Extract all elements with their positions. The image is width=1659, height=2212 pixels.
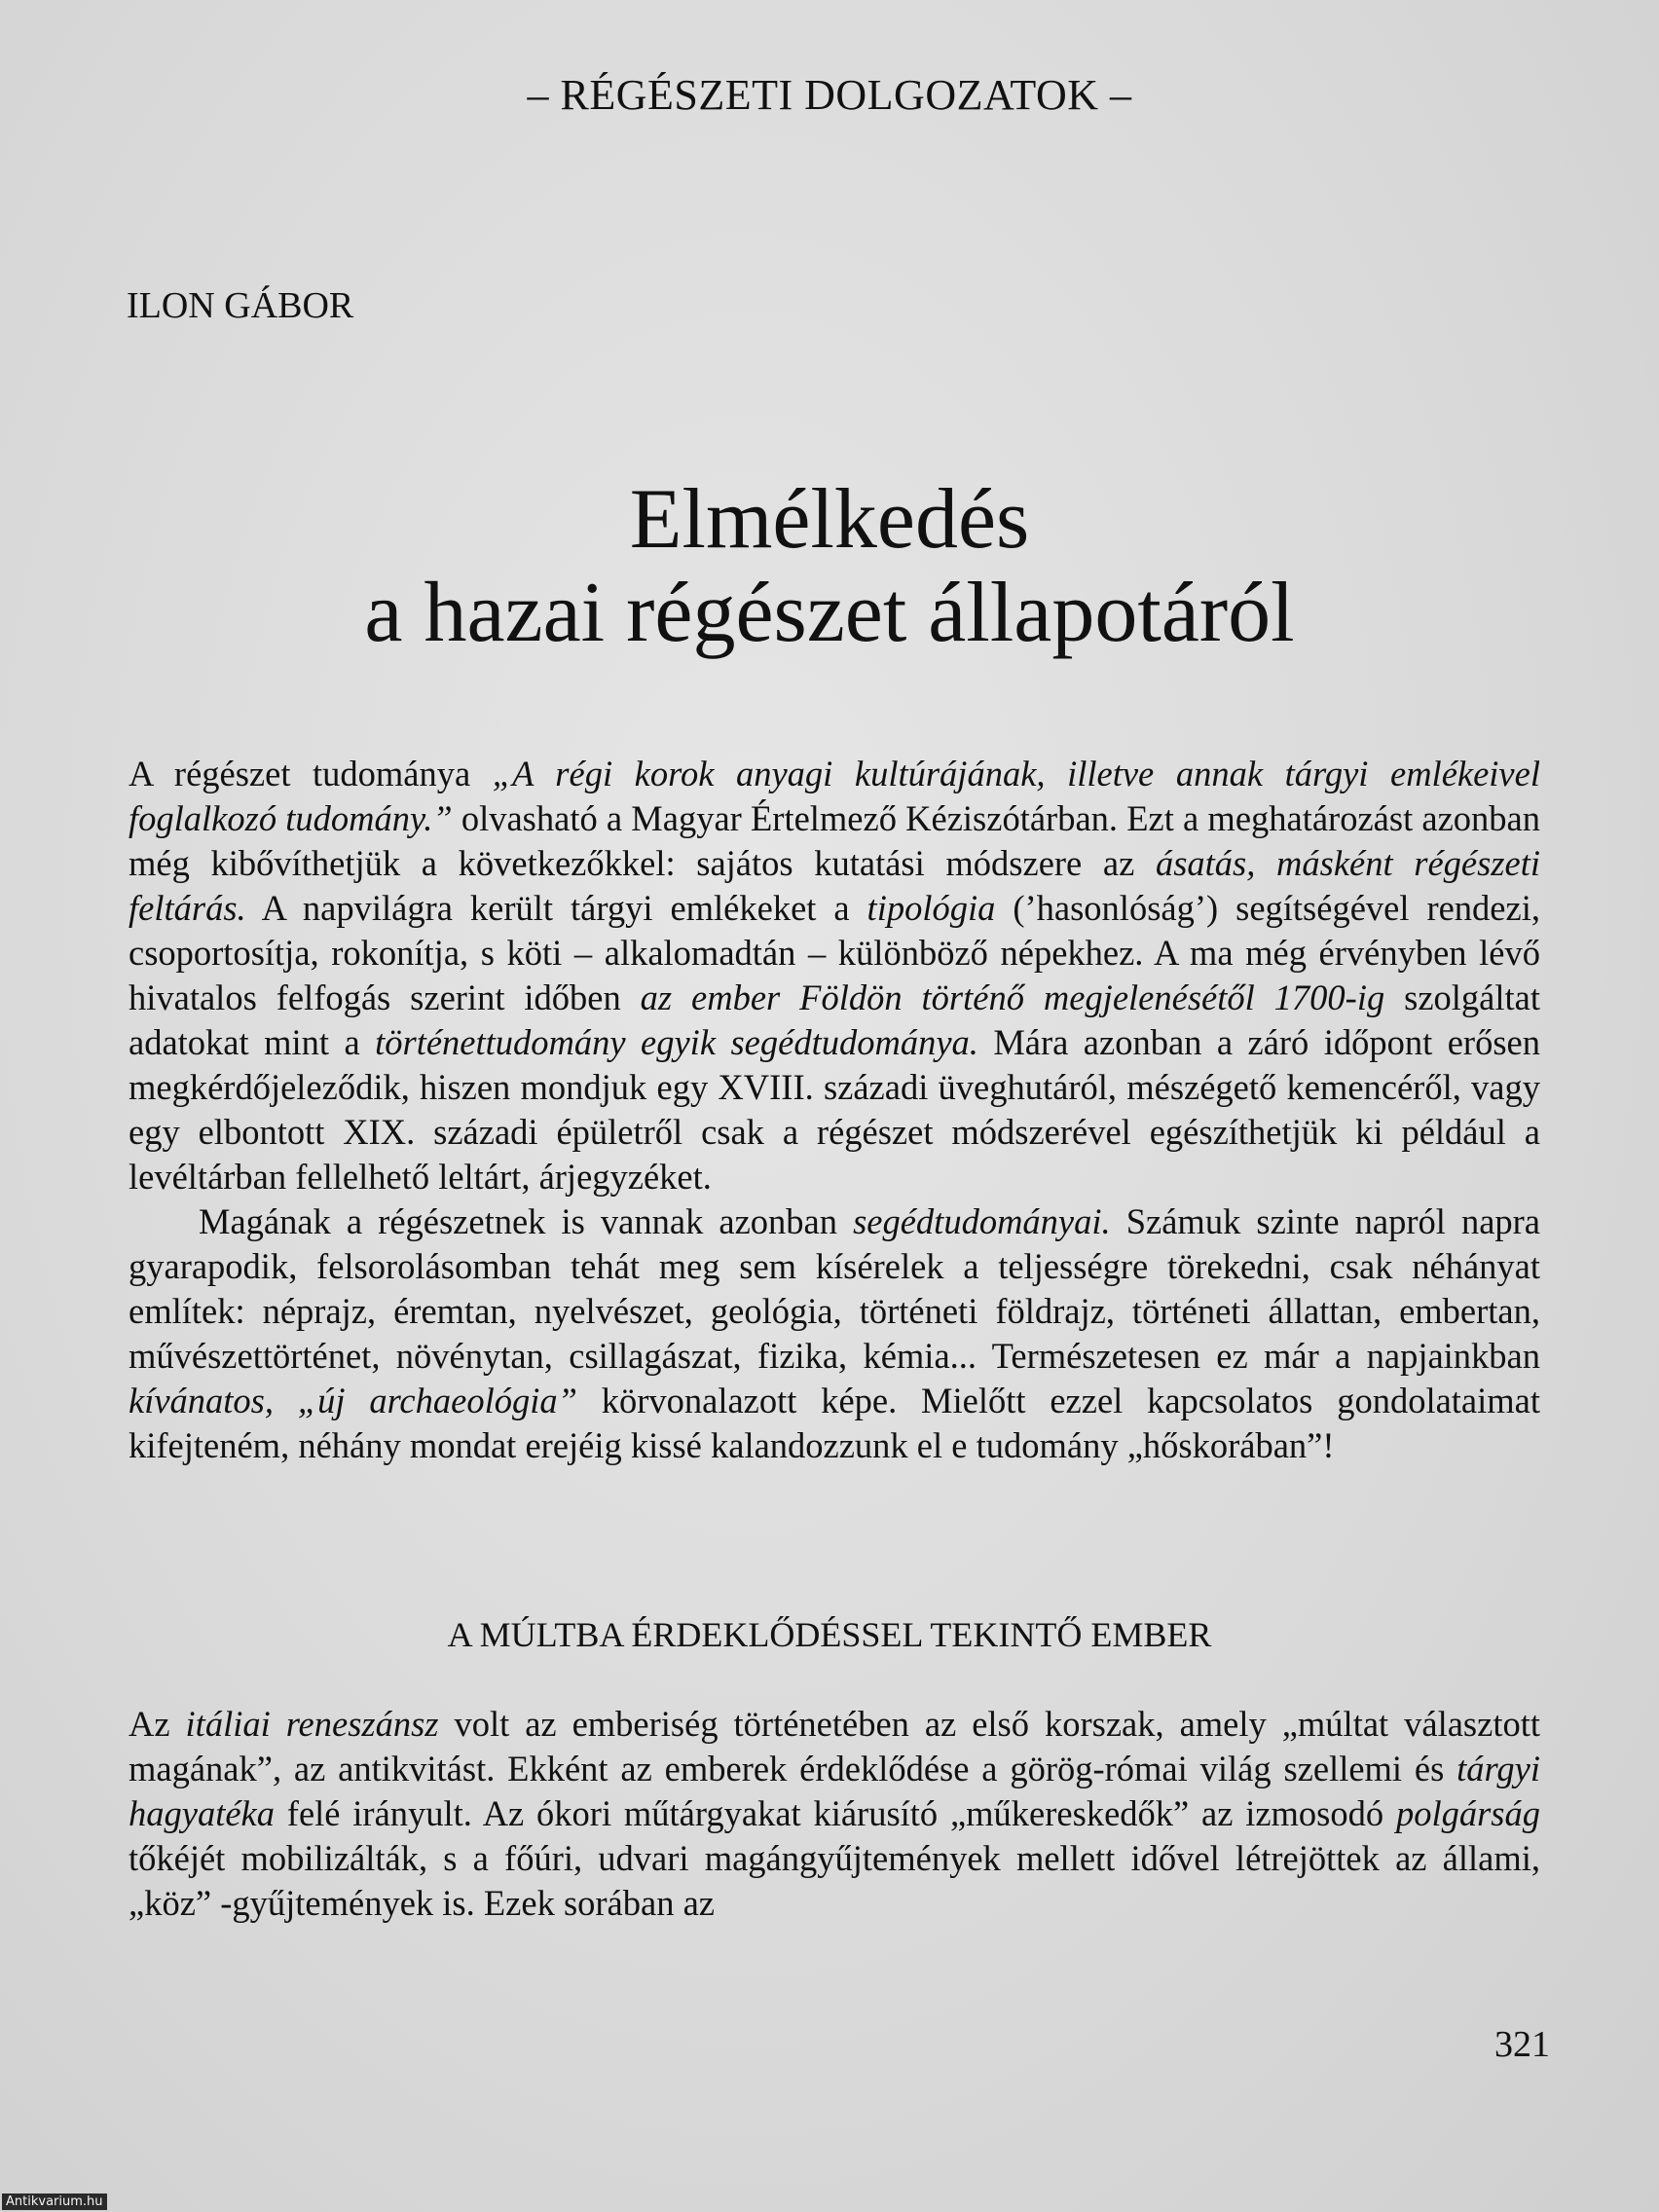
text-run: A napvilágra került tárgyi emlékeket a [245, 888, 867, 928]
text-run: A régészet tudománya [129, 754, 493, 793]
intro-section [129, 752, 1540, 1468]
title-line-1: Elmélkedés [629, 472, 1030, 567]
italic-run: tárgyi hagyatéka [129, 1749, 1540, 1833]
author-name: ILON GÁBOR [127, 285, 354, 326]
text-run: szolgáltat adatokat mint a [129, 977, 1541, 1062]
title-line-2: a hazai régészet állapotáról [364, 566, 1295, 660]
text-run [274, 1381, 298, 1420]
text-run: körvonalazott képe. Mielőtt ezzel kapcsolatos gondolataimat kifejteném, néhány mondat erejéig kissé kalandozzunk el e tudomány „hőskorában”! [129, 1381, 1540, 1465]
text-run: volt az emberiség történetében az első korszak, amely „múltat választott magának”, az antikvitást. Ekként az emberek érdeklődése a görög-római világ szellemi és [129, 1704, 1541, 1788]
text-run: Mára azonban a záró időpont erősen megkérdőjeleződik, hiszen mondjuk egy XVIII. századi üveghutáról, mészégető kemencéről, vagy egy elbontott XIX. századi épületről csak a régészet módszerével egészíthetjük ki például a levéltárban fellelhető leltárt, árjegyzéket. [129, 1022, 1540, 1197]
section-body [129, 1702, 1540, 1926]
italic-run: itáliai reneszánsz [185, 1704, 439, 1744]
italic-run: segédtudományai. [853, 1201, 1111, 1241]
paragraph-3 [129, 1702, 1540, 1926]
section-heading: A MÚLTBA ÉRDEKLŐDÉSSEL TEKINTŐ EMBER [447, 1615, 1212, 1654]
series-header: – RÉGÉSZETI DOLGOZATOK – [527, 71, 1132, 119]
page-number: 321 [1494, 2024, 1550, 2065]
watermark: Antikvarium.hu [2, 2194, 107, 2210]
italic-run: történettudomány egyik segédtudománya. [375, 1022, 978, 1062]
italic-run: „A régi korok anyagi kultúrájának, illetve annak tárgyi emlékeivel foglalkozó tudomány.” [129, 754, 1540, 838]
text-run: Az [129, 1704, 186, 1744]
text-run: olvasható a Magyar Értelmező Kéziszótárban. Ezt a meghatározást azonban még kibővíthetjük a következőkkel: sajátos kutatási módszere az [129, 798, 1540, 883]
italic-run: kívánatos, [129, 1381, 275, 1420]
paragraph-2 [129, 1199, 1540, 1468]
italic-run: az ember Földön történő megjelenésétől 1700-ig [640, 977, 1385, 1017]
text-run: Számuk szinte napról napra gyarapodik, felsorolásomban tehát meg sem kísérelek a teljességre törekedni, csak néhányat említek: néprajz, éremtan, nyelvészet, geológia, történeti földrajz, történeti állattan, embertan, művészettörténet, növénytan, csillagászat, fizika, kémia... Természetesen ez már a napjainkban [129, 1201, 1540, 1376]
paragraph-1 [129, 752, 1540, 1199]
text-run: felé irányult. Az ókori műtárgyakat kiárusító „műkereskedők” az izmosodó [275, 1793, 1396, 1833]
article-title [0, 473, 1659, 660]
text-run: Magának a régészetnek is vannak azonban [199, 1201, 854, 1241]
italic-run: polgárság [1395, 1793, 1540, 1833]
text-run: (’hasonlóság’) segítségével rendezi, csoportosítja, rokonítja, s köti – alkalomadtán – különböző népekhez. A ma még érvényben lévő hivatalos felfogás szerint időben [129, 888, 1540, 1017]
italic-run: „új archaeológia” [297, 1381, 577, 1420]
text-run: tőkéjét mobilizálták, s a főúri, udvari magángyűjtemények mellett idővel létrejöttek az állami, „köz” -gyűjtemények is. Ezek sorában az [129, 1838, 1540, 1923]
italic-run: ásatás, másként régészeti feltárás. [129, 843, 1540, 928]
italic-run: tipológia [866, 888, 996, 928]
